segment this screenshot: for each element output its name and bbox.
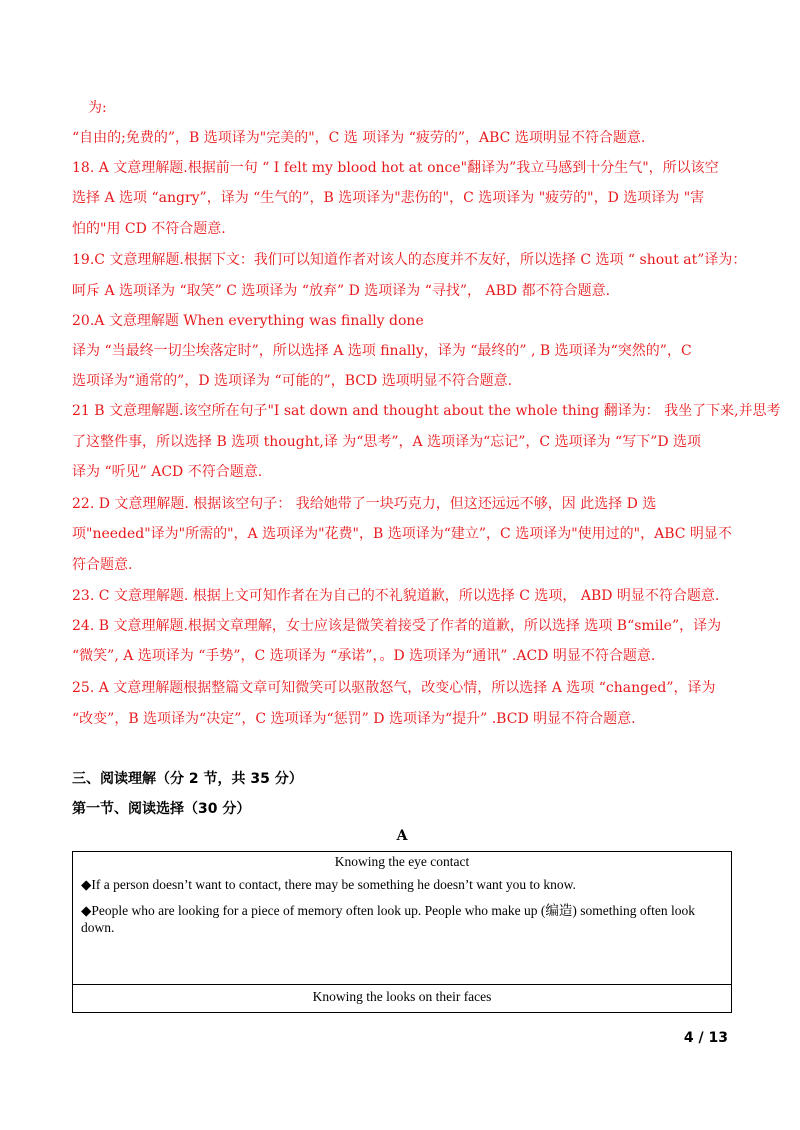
page-number: 4 / 13 xyxy=(683,1030,728,1046)
eye-contact-title: Knowing the eye contact xyxy=(334,854,470,869)
text-line-8: 20.A 文意理解题 When everything was finally done xyxy=(72,313,424,329)
text-line-11: 21 B 文意理解题.该空所在句子"I sat down and thought about the whole thing 翻译为： 我坐了下来,并思考 xyxy=(72,403,781,419)
text-line-3: 18. A 文意理解题.根据前一句 “ I felt my blood hot at once"翻译为”我立马感到十分生气"，所以该空 xyxy=(72,160,719,176)
text-line-4: 选择 A 选项 “angry”，译为 “生气的”，B 选项译为"悲伤的"，C 选项译为 "疲劳的"，D 选项译为 "害 xyxy=(72,190,705,206)
text-line-6: 19.C 文意理解题.根据下文：我们可以知道作者对该人的态度并不友好，所以选择 C 选项 “ shout at”译为： xyxy=(72,252,747,268)
text-line-18: 24. B 文意理解题.根据文章理解，女士应该是微笑着接受了作者的道歉，所以选择 选项 B“smile”，译为 xyxy=(72,618,722,634)
text-line-21: “改变”，B 选项译为“决定”，C 选项译为“惩罚” D 选项译为“提升” .BCD 明显不符合题意. xyxy=(72,711,636,727)
text-line-20: 25. A 文意理解题根据整篇文章可知微笑可以驱散怒气，改变心情，所以选择 A 选项 “changed”，译为 xyxy=(72,680,716,696)
text-line-12: 了这整件事，所以选择 B 选项 thought,译 为“思考”，A 选项译为“忘记”，C 选项译为 “写下”D 选项 xyxy=(72,434,702,450)
passage-label: A xyxy=(396,828,408,844)
section-heading: 三、阅读理解（分 2 节，共 35 分） xyxy=(72,771,303,787)
text-line-15: 项"needed"译为"所需的"，A 选项译为"花费"，B 选项译为“建立”，C 选项译为"使用过的"，ABC 明显不 xyxy=(72,526,732,542)
text-line-2: “自由的;免费的”，B 选项译为"完美的"，C 选 项译为 “疲劳的”，ABC 选项明显不符合题意. xyxy=(72,130,646,146)
bullet-item-2: ◆People who are looking for a piece of memory often look up. People who make up (编造) something often look down. xyxy=(81,903,695,935)
text-line-7: 呵斥 A 选项译为 “取笑” C 选项译为 “放弃” D 选项译为 “寻找”， ABD 都不符合题意. xyxy=(72,283,611,299)
text-line-19: “微笑”, A 选项译为 “手势”，C 选项译为 “承诺”，。D 选项译为“通讯” .ACD 明显不符合题意. xyxy=(72,648,656,664)
face-looks-cell xyxy=(72,984,732,1013)
text-line-5: 怕的"用 CD 不符合题意. xyxy=(72,221,226,237)
text-line-16: 符合题意. xyxy=(72,557,133,573)
text-line-14: 22. D 文意理解题. 根据该空句子： 我给她带了一块巧克力，但这还远远不够，因 此选择 D 选 xyxy=(72,496,657,512)
text-line-13: 译为 “听见” ACD 不符合题意. xyxy=(72,464,263,480)
eye-contact-cell xyxy=(72,851,732,985)
text-line-9: 译为 “当最终一切尘埃落定时”，所以选择 A 选项 finally，译为 “最终的” , B 选项译为“突然的”，C xyxy=(72,343,692,359)
face-looks-title: Knowing the looks on their faces xyxy=(312,989,492,1004)
text-line-17: 23. C 文意理解题. 根据上文可知作者在为自己的不礼貌道歉，所以选择 C 选项， ABD 明显不符合题意. xyxy=(72,588,720,604)
text-line-10: 选项译为“通常的”，D 选项译为 “可能的”，BCD 选项明显不符合题意. xyxy=(72,373,513,389)
subsection-heading: 第一节、阅读选择（30 分） xyxy=(72,801,251,817)
bullet-item-1: ◆If a person doesn’t want to contact, there may be something he doesn’t want you to know. xyxy=(81,877,576,892)
text-line-1: 为: xyxy=(88,100,107,116)
